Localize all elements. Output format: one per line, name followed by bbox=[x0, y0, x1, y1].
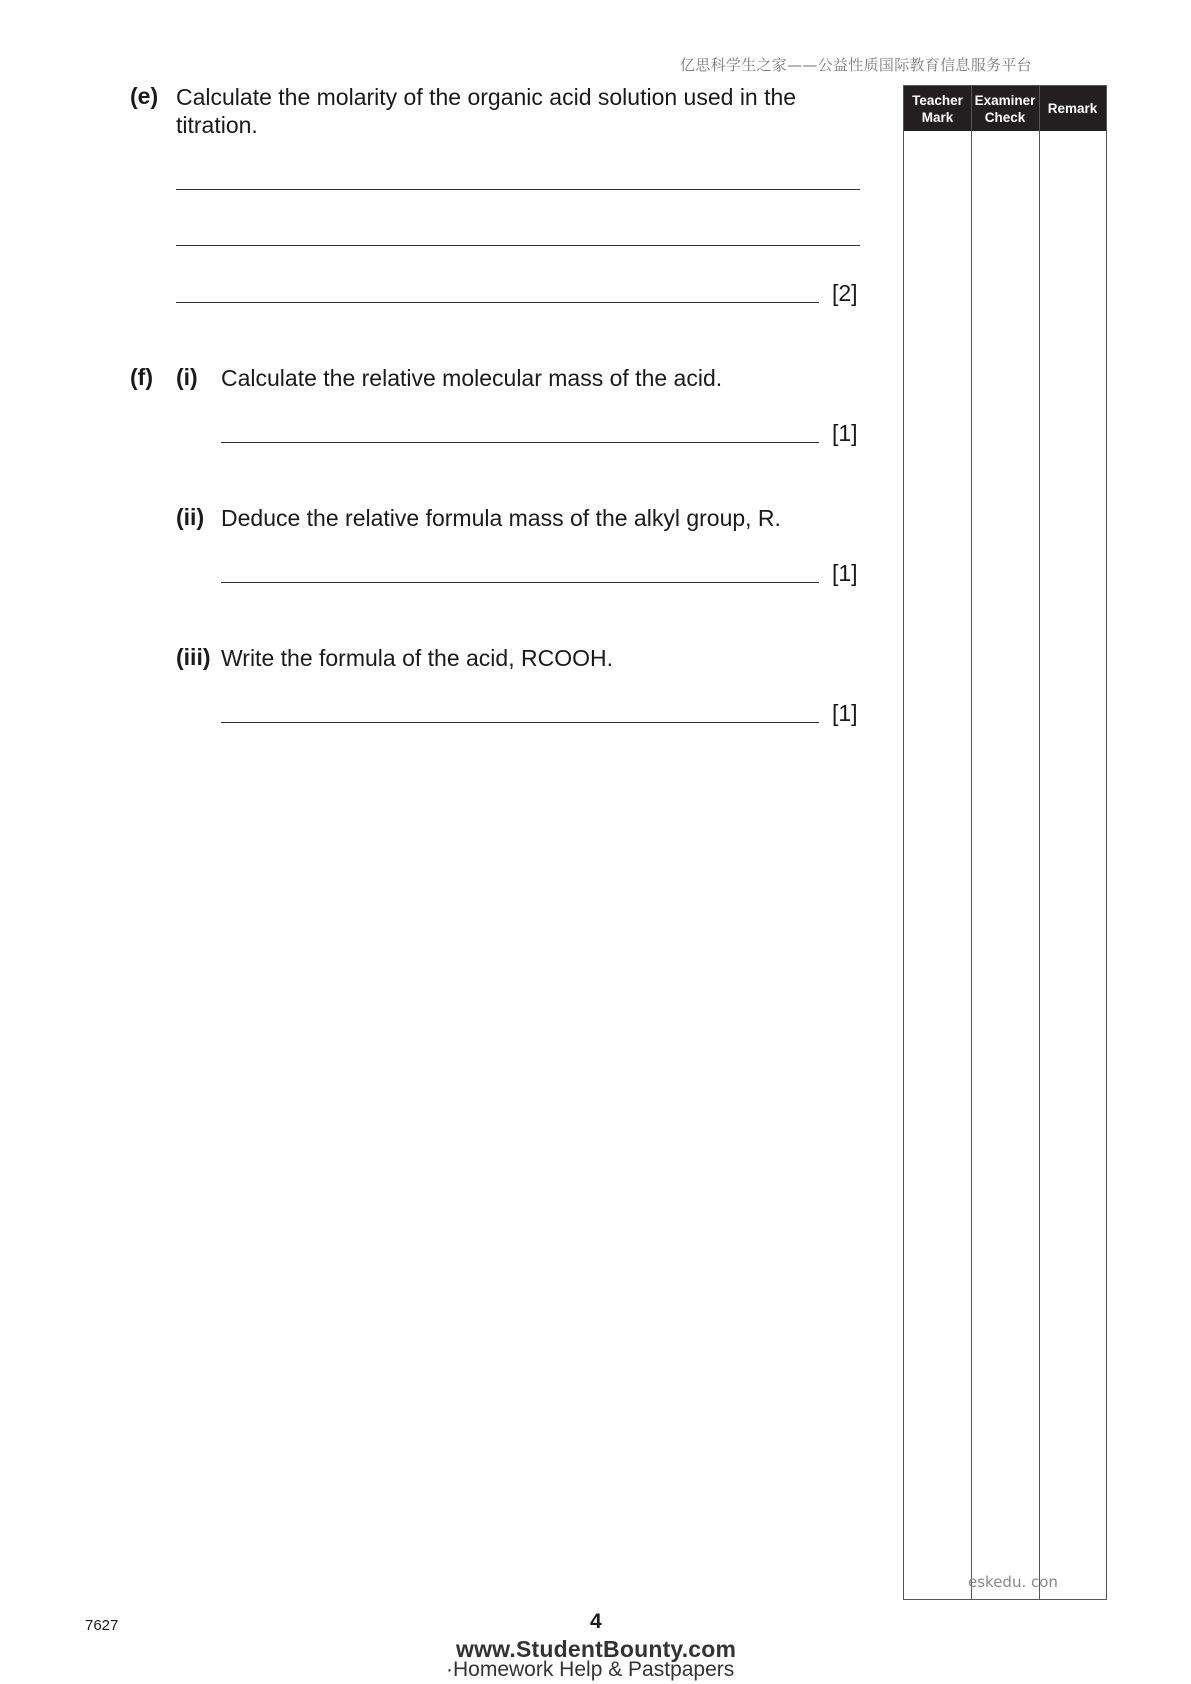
question-e-text-line2: titration. bbox=[176, 112, 258, 138]
question-f-iii-text: Write the formula of the acid, RCOOH. bbox=[221, 645, 613, 671]
question-f-ii-marks: [1] bbox=[832, 560, 858, 586]
answer-line-f-ii[interactable] bbox=[221, 582, 819, 583]
examiner-check-header: Examiner Check bbox=[974, 92, 1036, 125]
question-f-iii-marks: [1] bbox=[832, 700, 858, 726]
question-e-label: (e) bbox=[130, 83, 159, 109]
header-watermark: 亿思科学生之家——公益性质国际教育信息服务平台 bbox=[680, 56, 1032, 74]
question-f-ii-text: Deduce the relative formula mass of the alkyl group, R. bbox=[221, 505, 781, 531]
question-f-ii-label: (ii) bbox=[176, 504, 205, 530]
footer-logo-tagline: ·Homework Help & Pastpapers bbox=[446, 1658, 735, 1681]
question-f-i-text: Calculate the relative molecular mass of the acid. bbox=[221, 365, 723, 391]
answer-line-f-iii[interactable] bbox=[221, 722, 819, 723]
question-f-i-marks: [1] bbox=[832, 420, 858, 446]
answer-line-e-1[interactable] bbox=[176, 189, 860, 190]
question-f-iii-label: (iii) bbox=[176, 644, 211, 670]
examiner-check-column[interactable] bbox=[971, 86, 1040, 1599]
marking-grid bbox=[903, 85, 1107, 1600]
question-e-marks: [2] bbox=[832, 280, 858, 306]
answer-line-f-i[interactable] bbox=[221, 442, 819, 443]
question-f-label: (f) bbox=[130, 364, 153, 390]
question-e-text-line1: Calculate the molarity of the organic acid solution used in the bbox=[176, 84, 797, 110]
paper-code: 7627 bbox=[85, 1617, 119, 1634]
teacher-mark-header: Teacher Mark bbox=[912, 92, 963, 125]
answer-line-e-2[interactable] bbox=[176, 245, 860, 246]
footer-logo-url: www.StudentBounty.com bbox=[456, 1636, 737, 1662]
remark-header: Remark bbox=[1047, 101, 1098, 116]
teacher-mark-column[interactable] bbox=[904, 86, 972, 1599]
grid-watermark: eskedu. con bbox=[968, 1573, 1058, 1591]
answer-line-e-3[interactable] bbox=[176, 302, 819, 303]
page-number: 4 bbox=[590, 1610, 602, 1633]
question-f-i-label: (i) bbox=[176, 364, 198, 390]
